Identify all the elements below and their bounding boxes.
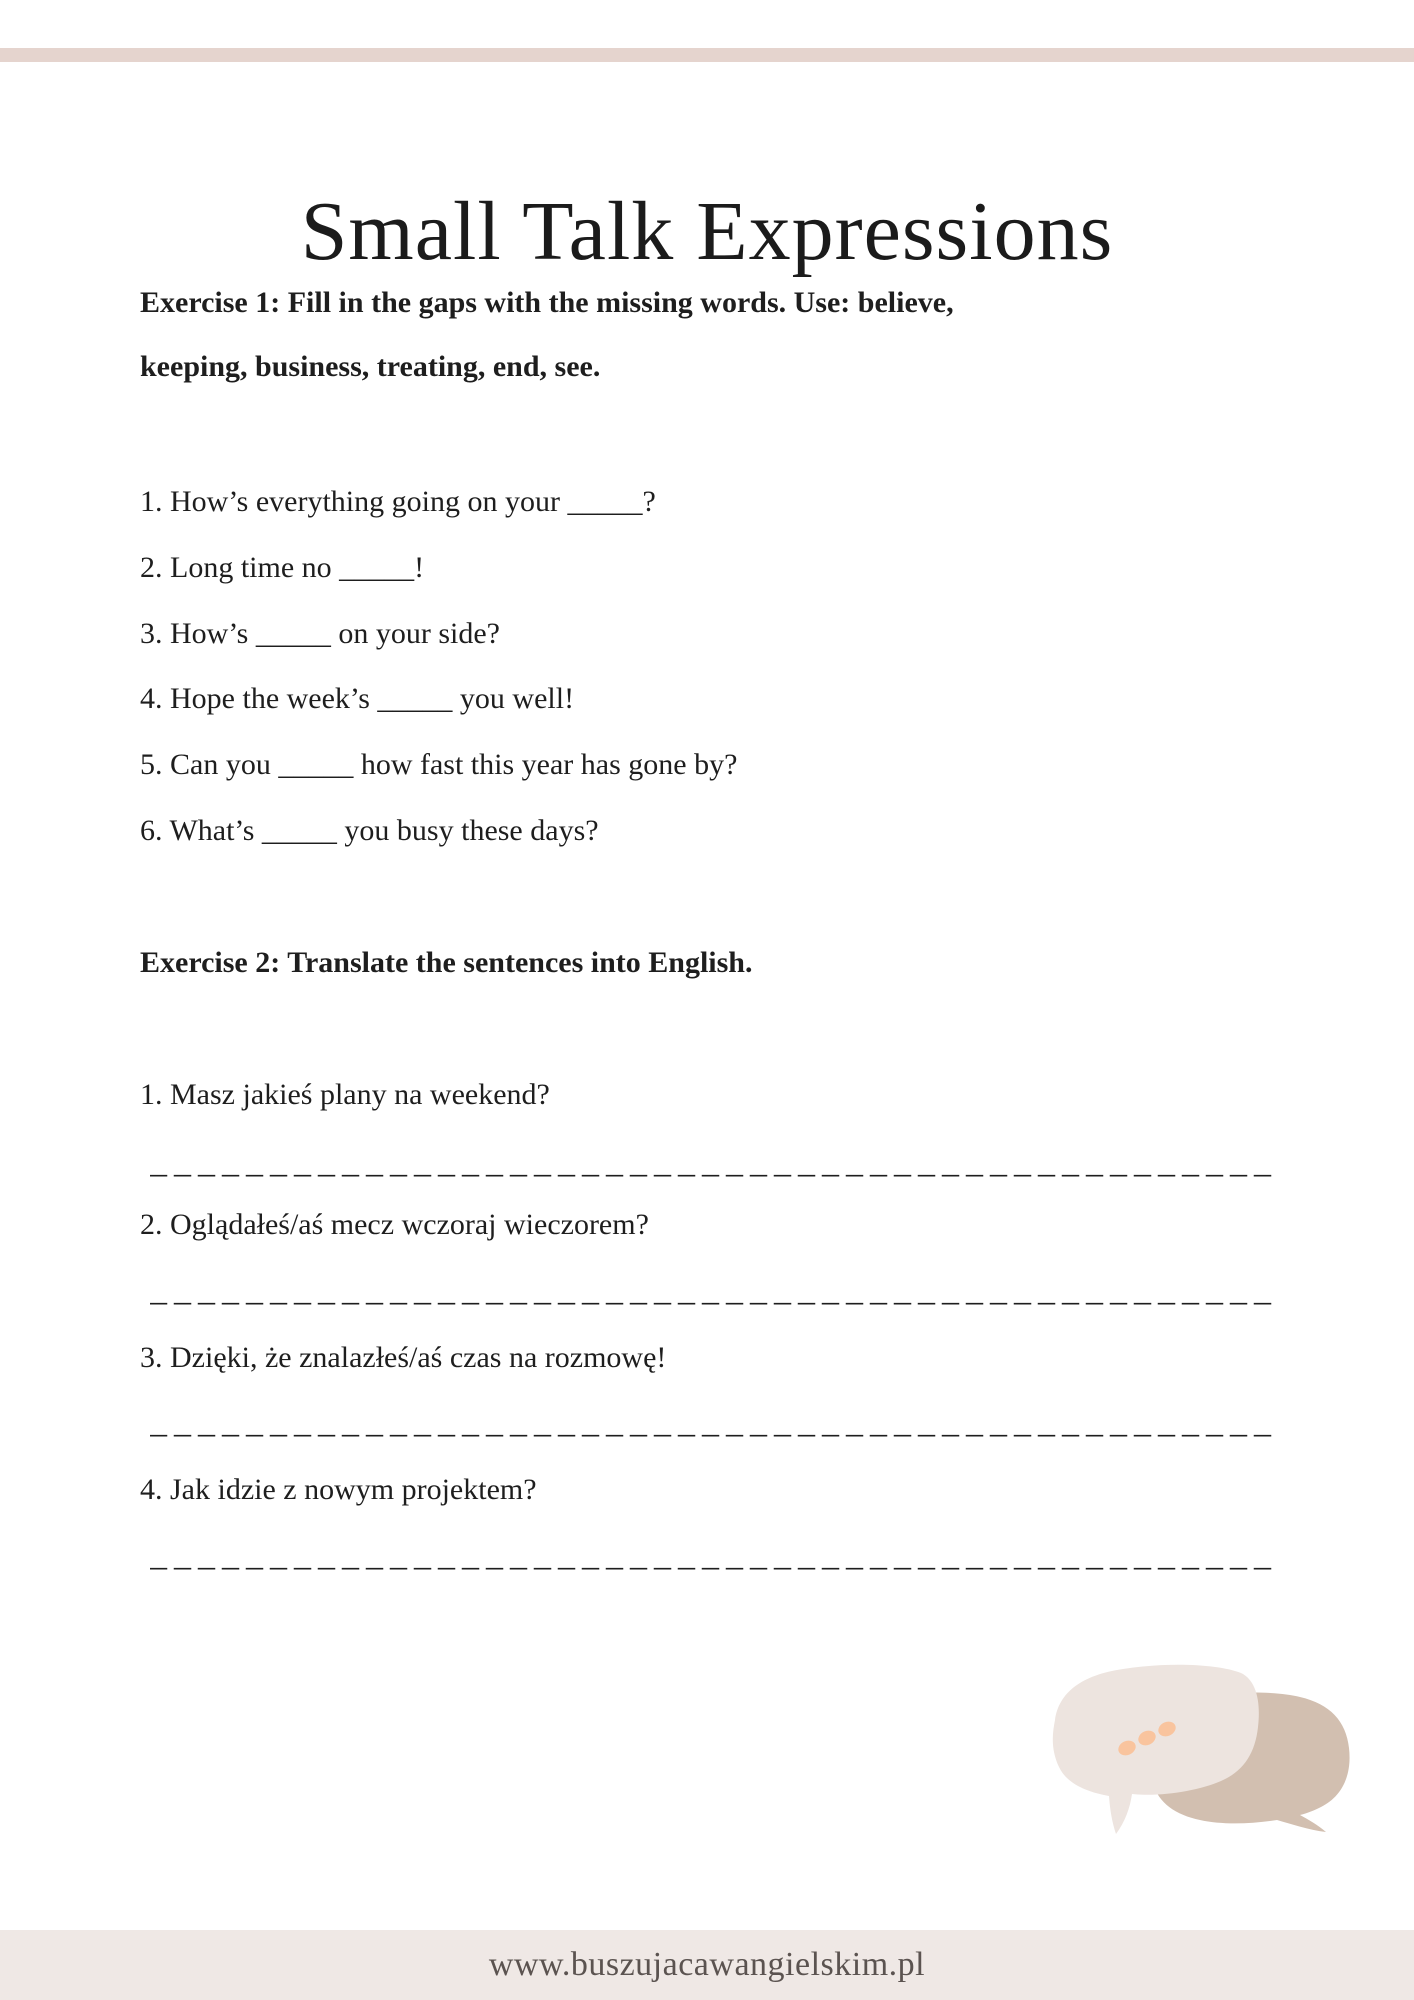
exercise1-heading-line2: keeping, business, treating, end, see. bbox=[140, 350, 601, 383]
page-title: Small Talk Expressions bbox=[300, 185, 1114, 279]
exercise2-item: 3. Dzięki, że znalazłeś/aś czas na rozmowę! bbox=[140, 1341, 667, 1374]
footer-band bbox=[0, 1930, 1414, 2000]
exercise1-heading bbox=[140, 271, 1320, 399]
exercise1-item: 6. What’s _____ you busy these days? bbox=[140, 813, 599, 847]
exercise1-heading-line1: Exercise 1: Fill in the gaps with the missing words. Use: believe, bbox=[140, 286, 954, 319]
exercise1-item: 2. Long time no _____! bbox=[140, 550, 425, 584]
answer-blank-line: _______________________________________________ bbox=[150, 1536, 1278, 1573]
exercise1-list bbox=[140, 469, 1320, 864]
answer-blank-line: _______________________________________________ bbox=[150, 1143, 1278, 1180]
exercise1-item: 5. Can you _____ how fast this year has gone by? bbox=[140, 748, 738, 782]
exercise2-item: 4. Jak idzie z nowym projektem? bbox=[140, 1473, 537, 1506]
exercise2-heading: Exercise 2: Translate the sentences into English. bbox=[140, 946, 753, 979]
exercise1-item: 1. How’s everything going on your _____? bbox=[140, 485, 656, 518]
exercise2-item: 1. Masz jakieś plany na weekend? bbox=[140, 1078, 550, 1111]
top-accent-band bbox=[0, 48, 1414, 62]
answer-blank-line: _______________________________________________ bbox=[150, 1271, 1278, 1308]
exercise2-item: 2. Oglądałeś/aś mecz wczoraj wieczorem? bbox=[140, 1208, 649, 1241]
exercise1-item: 3. How’s _____ on your side? bbox=[140, 616, 500, 650]
exercise1-item: 4. Hope the week’s _____ you well! bbox=[140, 682, 575, 716]
answer-blank-line: _______________________________________________ bbox=[150, 1403, 1278, 1440]
speech-bubbles-icon bbox=[1030, 1645, 1370, 1845]
footer-website-link[interactable]: www.buszujacawangielskim.pl bbox=[488, 1946, 926, 1983]
